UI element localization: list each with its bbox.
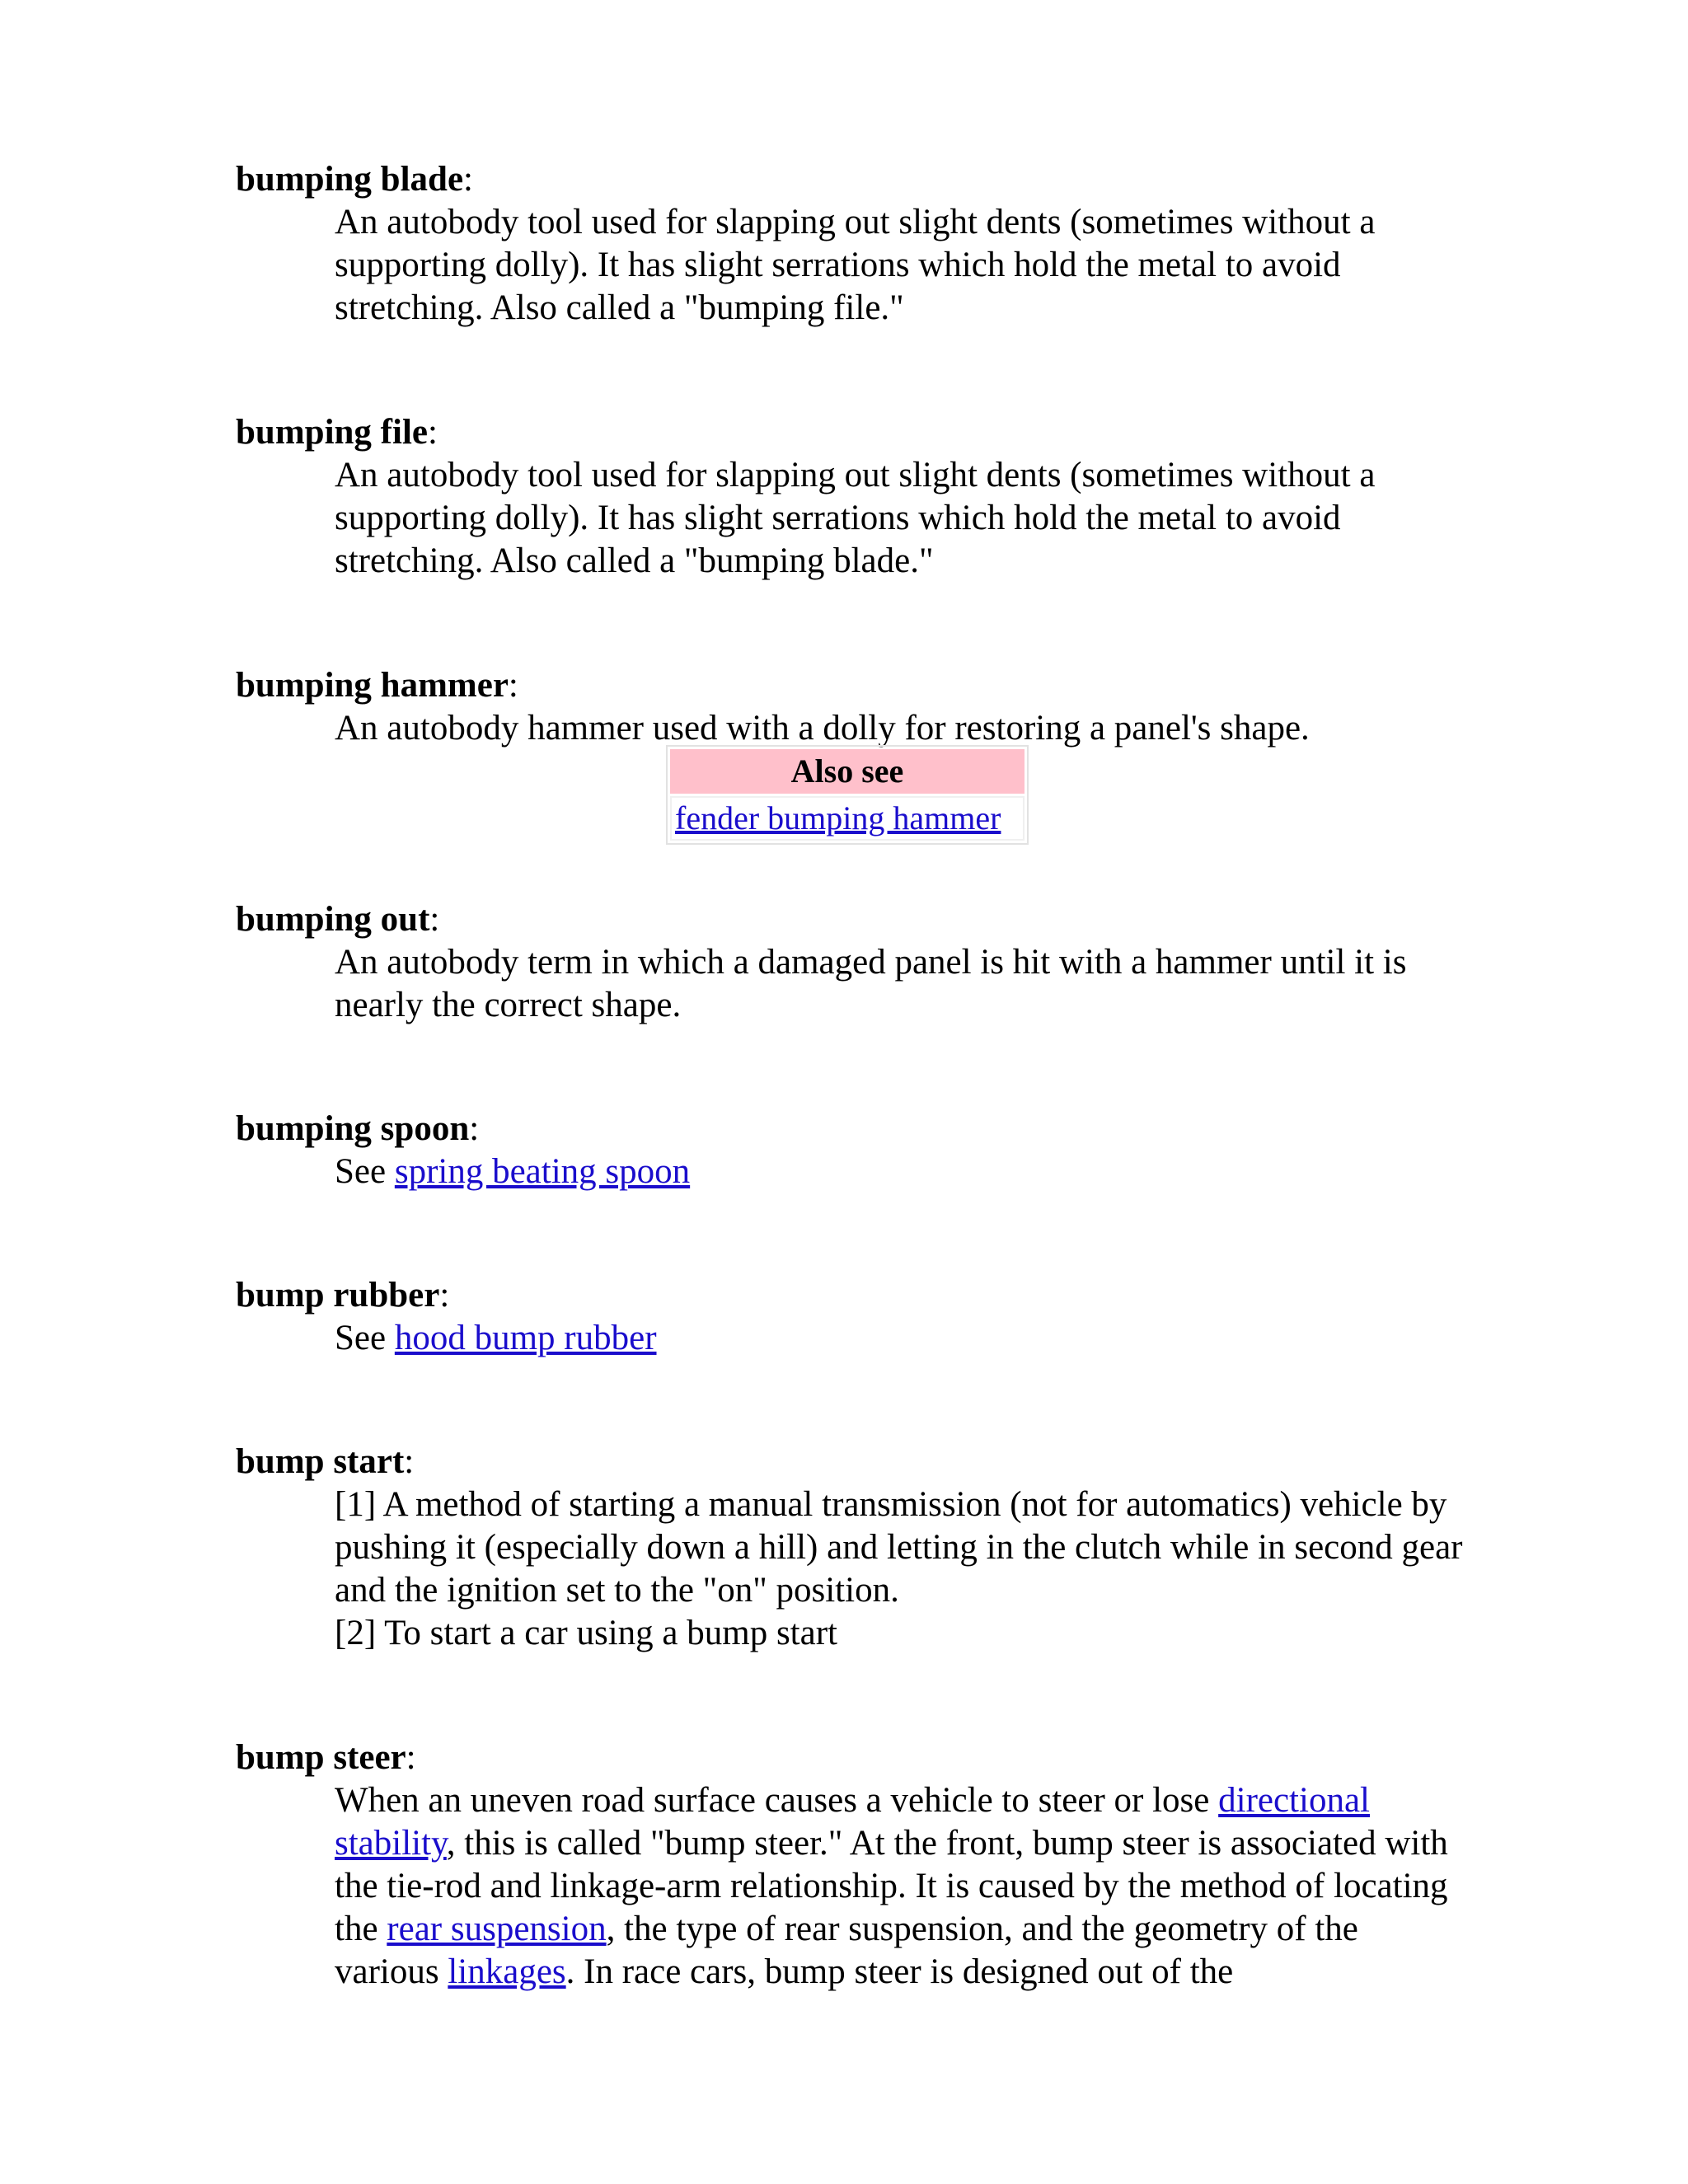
definition-text [335,1317,1464,1360]
colon: : [429,900,440,939]
glossary-entry-bump-rubber [236,1274,1472,1360]
glossary-entry-bumping-file [236,411,1472,583]
term-line [236,898,1472,941]
term-line [236,411,1472,454]
term: bumping blade [236,160,464,199]
term: bumping file [236,413,428,452]
also-see-link-fender-bumping-hammer[interactable]: fender bumping hammer [675,799,1001,837]
colon: : [463,160,473,199]
glossary-entry-bumping-spoon [236,1108,1472,1193]
term: bump rubber [236,1276,440,1315]
link-linkages[interactable]: linkages [448,1952,566,1991]
term-line [236,1736,1472,1779]
definition [335,1317,1464,1360]
link-hood-bump-rubber[interactable]: hood bump rubber [394,1319,657,1357]
definition [335,1151,1464,1193]
see-prefix: See [335,1319,395,1357]
also-see-table [666,745,1029,845]
colon: : [439,1276,450,1315]
colon: : [406,1738,416,1777]
term-line [236,158,1472,201]
link-rear-suspension[interactable]: rear suspension [387,1910,607,1948]
glossary-entry-bumping-out [236,898,1472,1027]
definition [335,941,1464,1027]
term-line [236,1441,1472,1483]
colon: : [508,666,518,705]
term-line [236,664,1472,707]
definition-text-2: [2] To start a car using a bump start [335,1614,837,1652]
text-segment: , this is called "bump steer." At the front, bump steer is associated with the tie-rod and linkage-arm relationship. It is caused by the method of locating the [335,1824,1448,1948]
glossary-entry-bumping-blade [236,158,1472,330]
text-segment: . In race cars, bump steer is designed out of the [565,1952,1234,1991]
definition [335,707,1464,750]
term: bumping out [236,900,430,939]
definition-text: An autobody hammer used with a dolly for restoring a panel's shape. [335,709,1310,748]
term: bump start [236,1442,405,1481]
term: bump steer [236,1738,406,1777]
term: bumping spoon [236,1109,470,1148]
definition [335,201,1464,330]
text-segment: When an uneven road surface causes a vehicle to steer or lose [335,1781,1219,1820]
definition [335,454,1464,583]
link-spring-beating-spoon[interactable]: spring beating spoon [394,1152,691,1191]
definition-text-1: [1] A method of starting a manual transmission (not for automatics) vehicle by pushing it (especially down a hill) and letting in the clutch while in second gear and the ignition set to the "on" position. [335,1485,1463,1610]
also-see-cell [670,796,1025,841]
definition-text: An autobody term in which a damaged panel is hit with a hammer until it is nearly the correct shape. [335,943,1407,1024]
also-see-header: Also see [670,749,1025,794]
glossary-entry-bumping-hammer [236,664,1472,750]
colon: : [469,1109,480,1148]
glossary-entry-bump-steer [236,1736,1472,1994]
term: bumping hammer [236,666,509,705]
term-line [236,1274,1472,1317]
definition-text [335,1151,1464,1193]
definition [335,1483,1464,1655]
glossary-entry-bump-start [236,1441,1472,1655]
colon: : [404,1442,415,1481]
see-prefix: See [335,1152,395,1191]
definition [335,1779,1464,1994]
term-line [236,1108,1472,1151]
definition-text: An autobody tool used for slapping out slight dents (sometimes without a supporting dolly). It has slight serrations which hold the metal to avoid stretching. Also called a "bumping file." [335,203,1376,327]
definition-text [335,1779,1464,1994]
colon: : [427,413,438,452]
text-segment: , the type of rear suspension, and the geometry of the various [335,1910,1358,1991]
definition-text: An autobody tool used for slapping out slight dents (sometimes without a supporting dolly). It has slight serrations which hold the metal to avoid stretching. Also called a "bumping blade." [335,456,1376,580]
link-directional-stability[interactable]: directional stability [335,1781,1370,1863]
